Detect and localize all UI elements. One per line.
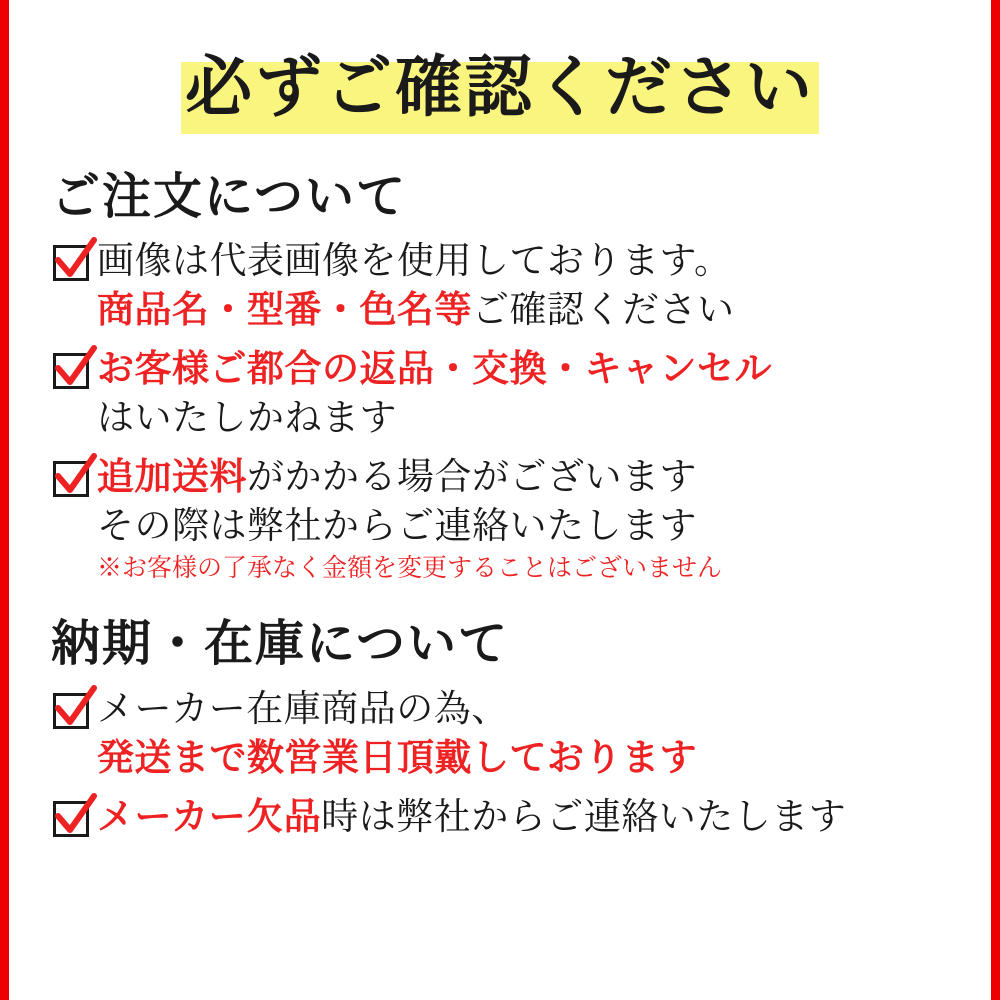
list-item	[53, 793, 957, 842]
checkbox-checked-icon	[53, 461, 89, 497]
list-item-text	[97, 453, 957, 587]
list-item-text	[97, 793, 957, 842]
text-emphasis: 商品名・型番・色名等	[97, 290, 472, 332]
page-title	[43, 36, 957, 144]
checkbox-checked-icon	[53, 693, 89, 729]
list-item-text	[97, 237, 957, 335]
text-plain: ご確認ください	[472, 290, 735, 332]
text-plain: がかかる場合がございます	[247, 457, 697, 499]
section-heading-order: ご注文について	[51, 169, 408, 224]
text-line: はいたしかねます	[97, 398, 397, 440]
left-red-border	[0, 0, 9, 1000]
list-item	[53, 453, 957, 587]
checkbox-checked-icon	[53, 801, 89, 837]
checkbox-checked-icon	[53, 245, 89, 281]
section-heading-delivery: 納期・在庫について	[51, 616, 510, 672]
list-item-text	[97, 345, 957, 443]
text-line: 画像は代表画像を使用しております。	[97, 241, 732, 283]
text-line: その際は弊社からご連絡いたします	[97, 506, 697, 548]
text-note: ※お客様の了承なく金額を変更することはございません	[97, 555, 723, 583]
text-line	[97, 793, 957, 842]
text-line: お客様ご都合の返品・交換・キャンセル	[97, 349, 772, 391]
text-line: メーカー在庫商品の為、	[97, 688, 509, 730]
right-red-border	[991, 0, 1000, 1000]
notice-content	[9, 0, 991, 1000]
text-line	[97, 453, 957, 502]
list-item	[53, 345, 957, 443]
list-item	[53, 685, 957, 783]
text-line: 発送まで数営業日頂戴しております	[97, 737, 697, 779]
text-emphasis: メーカー欠品	[97, 796, 322, 838]
list-item-text	[97, 685, 957, 783]
list-item	[53, 237, 957, 335]
text-line	[97, 286, 957, 335]
title-text: 必ずご確認ください	[185, 51, 815, 125]
text-plain: 時は弊社からご連絡いたします	[321, 796, 847, 838]
checkbox-checked-icon	[53, 353, 89, 389]
text-emphasis: 追加送料	[97, 457, 247, 499]
